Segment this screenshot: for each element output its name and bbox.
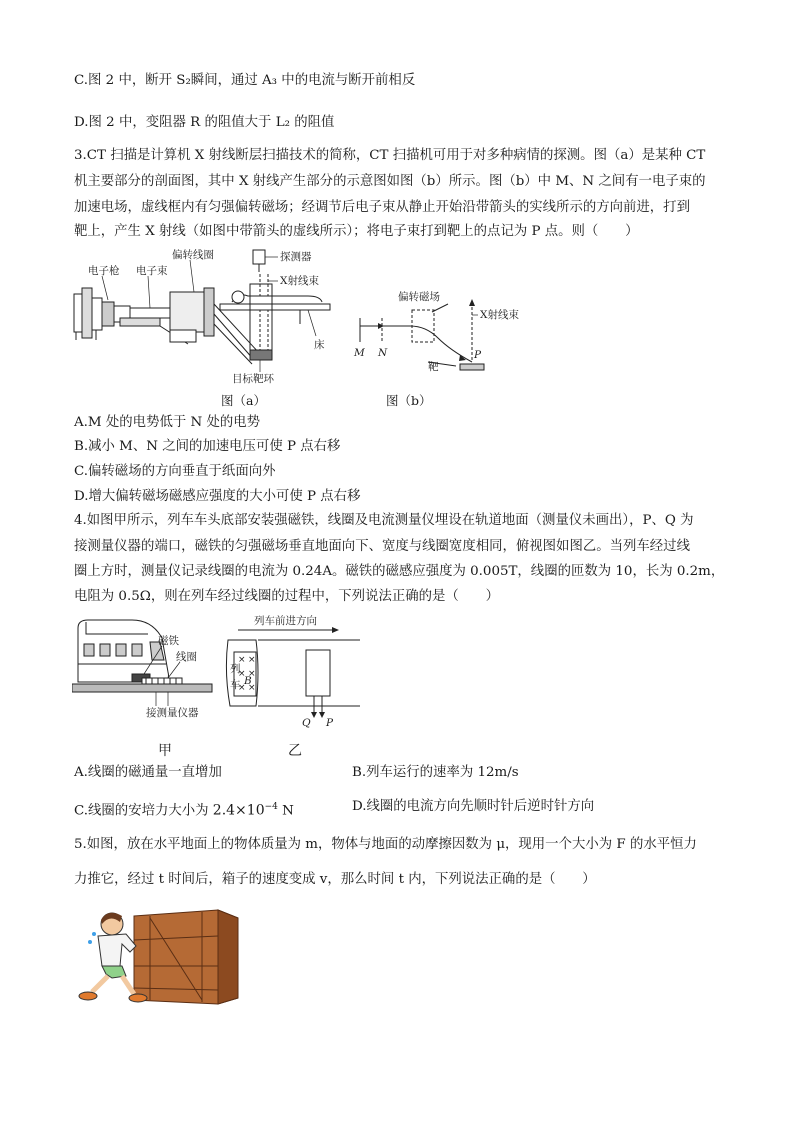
label-electron-beam: 电子束: [136, 265, 168, 277]
q5-stem-line-2: 力推它，经过 t 时间后，箱子的速度变成 v，那么时间 t 内，下列说法正确的是（ ）: [74, 872, 596, 887]
q4-stem-line-4: 电阻为 0.5Ω，则在列车经过线圈的过程中，下列说法正确的是（ ）: [74, 589, 499, 604]
q3-option-a: A.M 处的电势低于 N 处的电势: [74, 415, 261, 430]
label-target: 靶: [428, 361, 439, 373]
svg-text:×: ×: [238, 655, 246, 665]
label-m: M: [354, 347, 365, 359]
label-q: Q: [302, 717, 311, 729]
q5-stem-line-1: 5.如图，放在水平地面上的物体质量为 m，物体与地面的动摩擦因数为 μ，现用一个大小为 F 的水平恒力: [74, 837, 697, 852]
figure-a-ct-machine: [70, 244, 350, 386]
caption-yi: 乙: [288, 743, 302, 759]
svg-text:×: ×: [238, 683, 246, 693]
caption-jia: 甲: [158, 743, 172, 759]
svg-text:×: ×: [248, 669, 256, 679]
caption-figure-a: 图（a）: [221, 393, 266, 408]
q3-stem-line-4: 靶上，产生 X 射线（如图中带箭头的虚线所示）；将电子束打到靶上的点记为 P 点。则（ ）: [74, 224, 639, 239]
label-direction: 列车前进方向: [254, 615, 317, 627]
label-detector: 探测器: [280, 251, 312, 263]
figure-boy-pushing-box: [78, 904, 242, 1006]
q4-stem-line-1: 4.如图甲所示，列车车头底部安装强磁铁，线圈及电流测量仪埋设在轨道地面（测量仪未画出），P、Q 为: [74, 513, 694, 528]
figure-jia-train: [72, 614, 214, 724]
q4-option-a: A.线圈的磁通量一直增加: [74, 765, 222, 780]
q3-option-c: C.偏转磁场的方向垂直于纸面向外: [74, 464, 276, 479]
q3-stem-line-2: 机主要部分的剖面图，其中 X 射线产生部分的示意图如图（b）所示。图（b）中 M、N 之间有一电子束的: [74, 174, 706, 189]
q4-option-c-exponent: −4: [264, 802, 278, 812]
label-magnet: 磁铁: [158, 635, 179, 647]
q4-option-c-value: 2.4×10: [212, 802, 265, 819]
q3-option-b: B.减小 M、N 之间的加速电压可使 P 点右移: [74, 439, 341, 454]
label-target-ring: 目标靶环: [232, 373, 274, 385]
q4-stem-line-3: 圈上方时，测量仪记录线圈的电流为 0.24A。磁铁的磁感应强度为 0.005T，线圈的匝数为 10，长为 0.2m，: [74, 564, 725, 579]
label-b: B: [244, 675, 252, 687]
label-electron-gun: 电子枪: [88, 265, 120, 277]
label-train-2: 车: [230, 679, 241, 691]
svg-text:×: ×: [248, 683, 256, 693]
q3-stem-line-1: 3.CT 扫描是计算机 X 射线断层扫描技术的简称，CT 扫描机可用于对多种病情的探测。图（a）是某种 CT: [74, 148, 706, 163]
label-xray-beam-b: X射线束: [480, 309, 519, 321]
label-bed: 床: [314, 339, 325, 351]
q4-option-c-prefix: C.线圈的安培力大小为: [74, 803, 213, 819]
option-c-prev: C.图 2 中，断开 S₂瞬间，通过 A₃ 中的电流与断开前相反: [74, 73, 416, 88]
figure-b-xray-schematic: [348, 282, 558, 378]
label-xray-beam-a: X射线束: [280, 275, 319, 287]
q3-stem-line-3: 加速电场，虚线框内有匀强偏转磁场；经调节后电子束从静止开始沿带箭头的实线所示的方向前进，打到: [74, 200, 690, 215]
q4-option-c-unit: N: [277, 803, 294, 819]
label-train-1: 列: [230, 663, 241, 675]
label-deflection-field: 偏转磁场: [398, 291, 440, 303]
q4-option-b: B.列车运行的速率为 12m/s: [352, 765, 519, 780]
svg-text:×: ×: [248, 655, 256, 665]
option-d-prev: D.图 2 中，变阻器 R 的阻值大于 L₂ 的阻值: [74, 115, 335, 130]
caption-figure-b: 图（b）: [386, 393, 432, 408]
q4-option-c: [74, 797, 294, 821]
figure-yi-top-view: [218, 612, 368, 730]
q3-option-d: D.增大偏转磁场磁感应强度的大小可使 P 点右移: [74, 489, 361, 504]
label-meter: 接测量仪器: [146, 707, 199, 719]
label-p-yi: P: [326, 717, 334, 729]
label-p: P: [474, 349, 482, 361]
label-n: N: [378, 347, 388, 359]
svg-text:×: ×: [238, 669, 246, 679]
label-deflection-coil: 偏转线圈: [172, 249, 214, 261]
label-coil: 线圈: [176, 651, 197, 663]
q4-option-d: D.线圈的电流方向先顺时针后逆时针方向: [352, 799, 595, 814]
q4-stem-line-2: 接测量仪器的端口，磁铁的匀强磁场垂直地面向下、宽度与线圈宽度相同，俯视图如图乙。当列车经过线: [74, 539, 690, 554]
